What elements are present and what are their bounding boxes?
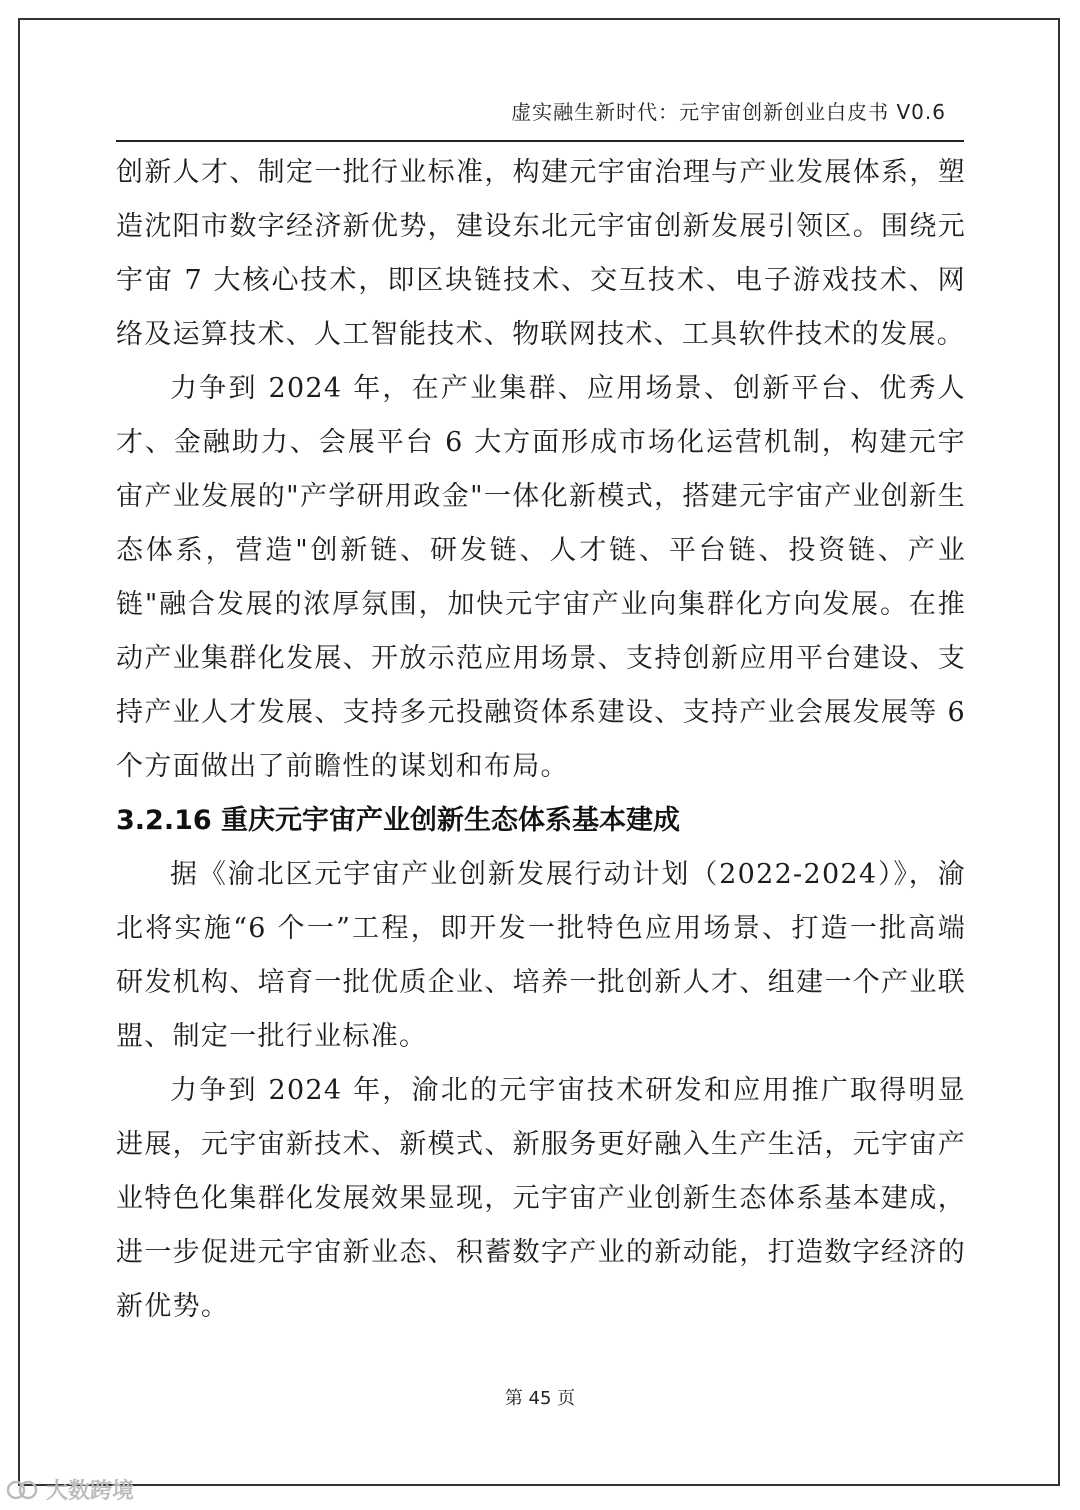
- paragraph-shenyang-goals: 力争到 2024 年，在产业集群、应用场景、创新平台、优秀人才、金融助力、会展平台 6 大方面形成市场化运营机制，构建元宇宙产业发展的"产学研用政金"一体化新模式，搭建元宇宙产业创新生态体系，营造"创新链、研发链、人才链、平台链、投资链、产业链"融合发展的浓厚氛围，加快元宇宙产业向集群化方向发展。在推动产业集群化发展、开放示范应用场景、支持创新应用平台建设、支持产业人才发展、支持多元投融资体系建设、支持产业会展发展等 6 个方面做出了前瞻性的谋划和布局。: [116, 373, 966, 782]
- watermark-logo-icon: [6, 1479, 40, 1501]
- header-rule: [116, 140, 964, 142]
- running-header: 虚实融生新时代：元宇宙创新创业白皮书 V0.6: [511, 100, 946, 124]
- watermark-text: 大数跨境: [46, 1479, 135, 1504]
- watermark: [6, 1474, 134, 1505]
- page-content: [116, 146, 966, 1334]
- paragraph-yubei-plan: 据《渝北区元宇宙产业创新发展行动计划（2022-2024）》，渝北将实施“6 个一”工程，即开发一批特色应用场景、打造一批高端研发机构、培育一批优质企业、培养一批创新人才、组建一个产业联盟、制定一批行业标准。: [116, 859, 966, 1052]
- paragraph-yubei-goals: 力争到 2024 年，渝北的元宇宙技术研发和应用推广取得明显进展，元宇宙新技术、新模式、新服务更好融入生产生活，元宇宙产业特色化集群化发展效果显现，元宇宙产业创新生态体系基本建成，进一步促进元宇宙新业态、积蓄数字产业的新动能，打造数字经济的新优势。: [116, 1075, 966, 1322]
- paragraph-continued: 创新人才、制定一批行业标准，构建元宇宙治理与产业发展体系，塑造沈阳市数字经济新优势，建设东北元宇宙创新发展引领区。围绕元宇宙 7 大核心技术，即区块链技术、交互技术、电子游戏技术、网络及运算技术、人工智能技术、物联网技术、工具软件技术的发展。: [116, 157, 966, 350]
- section-heading: 3.2.16 重庆元宇宙产业创新生态体系基本建成: [116, 805, 681, 836]
- page-number: 第 45 页: [504, 1388, 576, 1409]
